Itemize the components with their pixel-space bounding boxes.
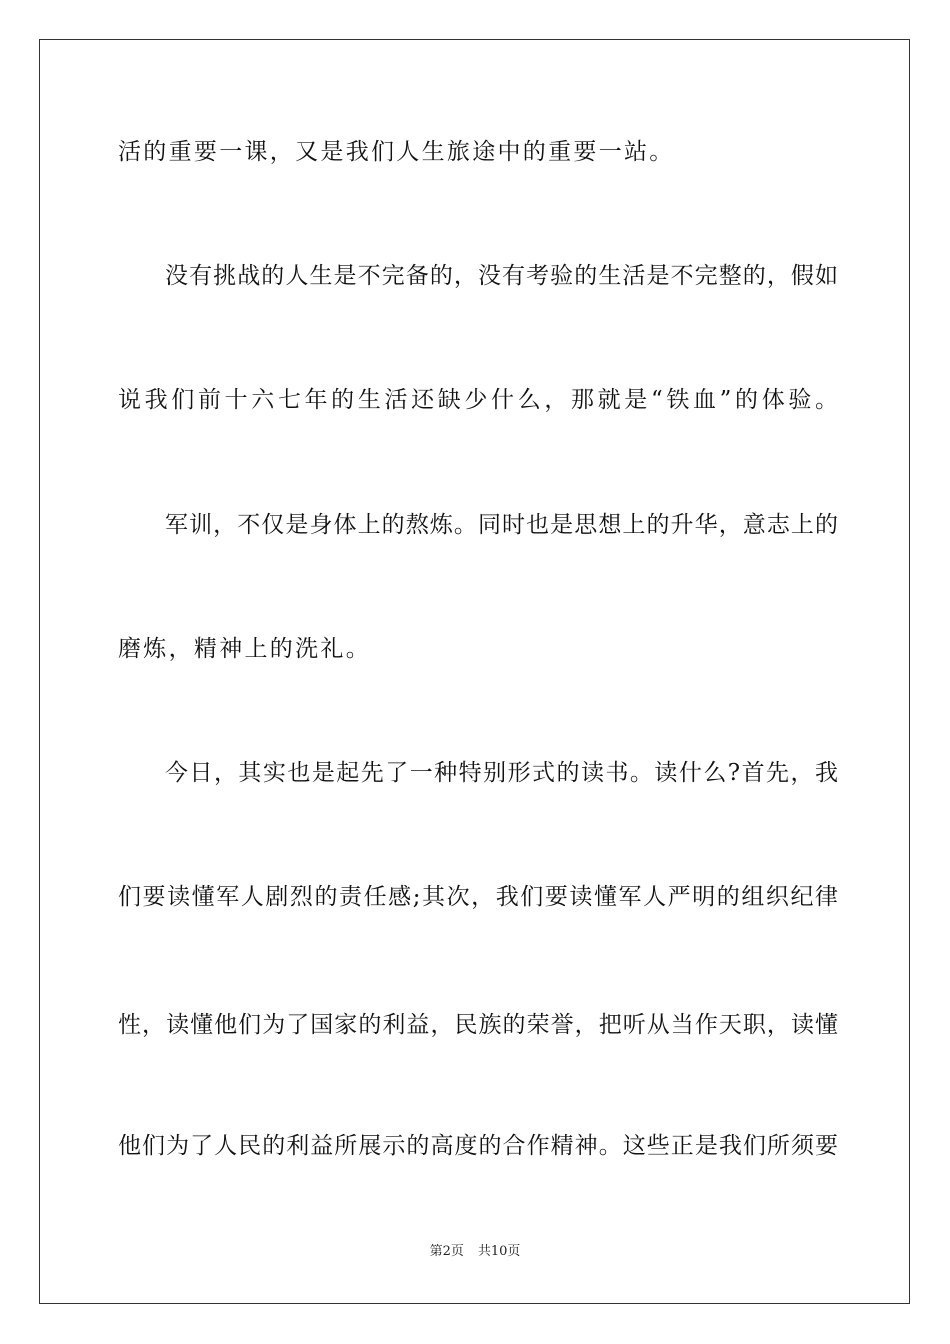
page-footer (0, 1243, 950, 1261)
page-border (39, 39, 910, 1304)
text-line: 磨炼，精神上的洗礼。 (118, 636, 371, 662)
text-line: 他们为了人民的利益所展示的高度的合作精神。这些正是我们所须要 (118, 1133, 838, 1159)
text-line: 军训，不仅是身体上的熬炼。同时也是思想上的升华，意志上的 (165, 512, 838, 538)
text-line: 说我们前十六七年的生活还缺少什么，那就是“铁血”的体验。 (118, 387, 838, 413)
text-line: 没有挑战的人生是不完备的，没有考验的生活是不完整的，假如 (165, 263, 838, 289)
text-line: 性，读懂他们为了国家的利益，民族的荣誉，把听从当作天职，读懂 (118, 1012, 838, 1038)
text-line: 活的重要一课，又是我们人生旅途中的重要一站。 (118, 139, 675, 165)
page-total: 共10页 (477, 1244, 521, 1259)
text-line: 们要读懂军人剧烈的责任感;其次，我们要读懂军人严明的组织纪律 (118, 884, 838, 910)
page-number: 第2页 (429, 1244, 464, 1259)
text-line: 今日，其实也是起先了一种特别形式的读书。读什么?首先，我 (165, 760, 838, 786)
